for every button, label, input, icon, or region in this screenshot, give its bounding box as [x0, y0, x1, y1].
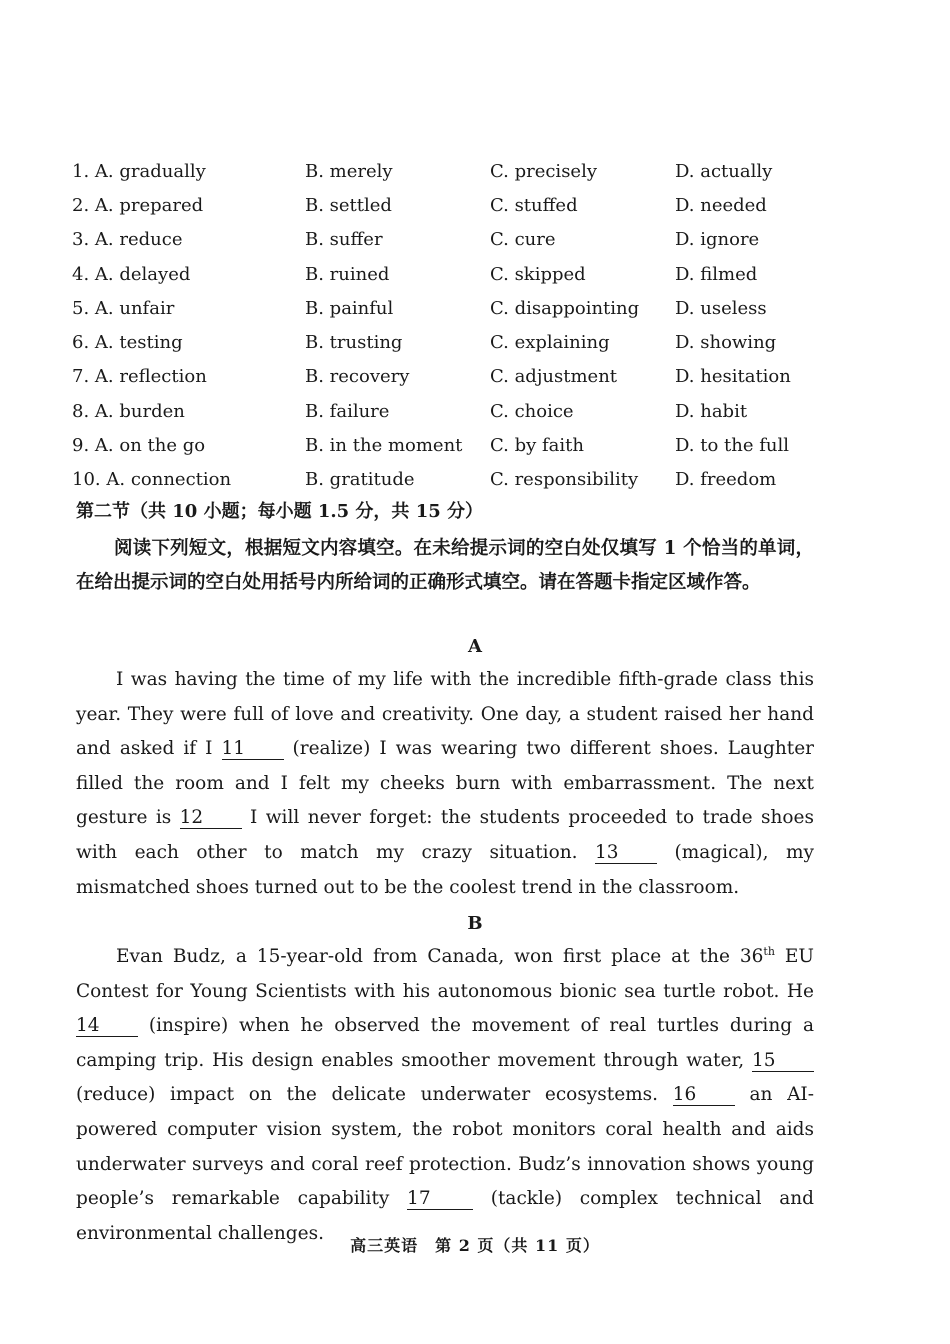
passage-text: I was having the time of my life with the incredible fifth-grade class this year. They were full of love and creativity. One day, a student raised her hand and asked if I [76, 669, 814, 760]
option-d: D. freedom [675, 469, 777, 491]
page-footer: 高三英语 第 2 页（共 11 页） [350, 1236, 600, 1255]
blank-17[interactable]: 17 [407, 1189, 473, 1210]
passage-text: Evan Budz, a 15-year-old from Canada, won first place at the 36 [116, 946, 764, 967]
option-c: C. explaining [490, 332, 610, 354]
passage-a [76, 663, 814, 905]
option-b: B. trusting [305, 332, 403, 354]
blank-12[interactable]: 12 [180, 808, 242, 829]
option-row-2 [72, 188, 832, 222]
option-a [72, 161, 305, 182]
passage-text: I will never forget: the students proceeded to trade shoes with each other to match my crazy situation. [76, 807, 814, 863]
option-a [72, 401, 305, 422]
option-d: D. useless [675, 297, 767, 319]
option-b: B. failure [305, 400, 390, 422]
blank-13[interactable]: 13 [595, 843, 657, 864]
option-c: C. precisely [490, 160, 598, 182]
option-b: B. ruined [305, 263, 390, 285]
option-a-text: A. reduce [94, 229, 183, 251]
option-a-text: A. unfair [94, 297, 175, 319]
option-d: D. filmed [675, 263, 758, 285]
ordinal-suffix: th [763, 944, 775, 958]
option-c: C. choice [490, 400, 574, 422]
option-d: D. actually [675, 160, 773, 182]
question-number: 5. [72, 297, 90, 319]
blank-16[interactable]: 16 [673, 1085, 735, 1106]
option-b: B. merely [305, 160, 393, 182]
question-number: 1. [72, 160, 90, 182]
passage-text: (magical), my mismatched shoes turned out to be the coolest trend in the classroom. [76, 841, 814, 898]
option-c: C. responsibility [490, 469, 639, 491]
option-d: D. hesitation [675, 366, 791, 388]
option-a [72, 435, 305, 456]
option-c: C. cure [490, 229, 556, 251]
option-d: D. ignore [675, 229, 760, 251]
option-row-5 [72, 291, 832, 325]
question-number: 2. [72, 194, 90, 216]
passage-text: an AI-powered computer vision system, the robot monitors coral health and aids underwater surveys and coral reef protection. Budz’s innovation shows young people’s remarkable capability [76, 1084, 814, 1210]
blank-14[interactable]: 14 [76, 1016, 138, 1037]
option-c: C. skipped [490, 263, 586, 285]
option-a [72, 366, 305, 387]
question-number: 3. [72, 229, 90, 251]
section-heading: 第二节（共 10 小题；每小题 1.5 分，共 15 分） [76, 501, 484, 522]
option-row-4 [72, 257, 832, 291]
question-number: 4. [72, 263, 90, 285]
passage-text: EU Contest for Young Scientists with his autonomous bionic sea turtle robot. He [76, 946, 814, 1002]
option-a [72, 229, 305, 250]
option-c: C. stuffed [490, 194, 578, 216]
option-b: B. recovery [305, 366, 410, 388]
option-a-text: A. delayed [94, 263, 191, 285]
question-number: 10. [72, 469, 101, 491]
passage-text: (reduce) impact on the delicate underwater ecosystems. [76, 1084, 673, 1106]
blank-11[interactable]: 11 [222, 739, 284, 760]
option-c: C. adjustment [490, 366, 618, 388]
question-number: 9. [72, 435, 90, 457]
section-instructions: 阅读下列短文，根据短文内容填空。在未给提示词的空白处仅填写 1 个恰当的单词，在给出提示词的空白处用括号内所给词的正确形式填空。请在答题卡指定区域作答。 [76, 538, 814, 593]
question-number: 7. [72, 366, 90, 388]
option-d: D. needed [675, 194, 767, 216]
option-d: D. showing [675, 332, 777, 354]
option-b: B. settled [305, 194, 392, 216]
option-d: D. to the full [675, 435, 789, 457]
option-d: D. habit [675, 400, 748, 422]
option-row-10 [72, 463, 832, 497]
option-b: B. suffer [305, 229, 383, 251]
options-table [72, 154, 832, 497]
option-row-7 [72, 360, 832, 394]
option-row-3 [72, 223, 832, 257]
option-a-text: A. connection [106, 469, 232, 491]
question-number: 6. [72, 332, 90, 354]
option-a-text: A. gradually [94, 160, 206, 182]
option-a [72, 332, 305, 353]
option-a [72, 264, 305, 285]
option-row-8 [72, 394, 832, 428]
option-row-1 [72, 154, 832, 188]
passage-b [76, 940, 814, 1251]
option-a [72, 469, 305, 490]
passage-a-label: A [468, 636, 482, 657]
passage-text: (realize) I was wearing two different shoes. Laughter filled the room and I felt my cheeks burn with embarrassment. The next gesture is [76, 738, 814, 829]
option-a-text: A. burden [94, 400, 185, 422]
passage-text: (inspire) when he observed the movement of real turtles during a camping trip. His design enables smoother movement through water, [76, 1015, 814, 1071]
blank-15[interactable]: 15 [752, 1051, 814, 1072]
passage-b-label: B [467, 913, 483, 934]
option-c: C. disappointing [490, 297, 640, 319]
option-a-text: A. on the go [94, 435, 206, 457]
option-a-text: A. testing [94, 332, 183, 354]
question-number: 8. [72, 400, 90, 422]
option-row-6 [72, 325, 832, 359]
option-a [72, 195, 305, 216]
option-a-text: A. reflection [94, 366, 207, 388]
option-row-9 [72, 428, 832, 462]
option-b: B. painful [305, 297, 394, 319]
option-a [72, 298, 305, 319]
option-a-text: A. prepared [94, 194, 204, 216]
option-c: C. by faith [490, 435, 584, 457]
option-b: B. in the moment [305, 435, 463, 457]
passage-text: (tackle) complex technical and environmental challenges. [76, 1188, 814, 1244]
option-b: B. gratitude [305, 469, 415, 491]
